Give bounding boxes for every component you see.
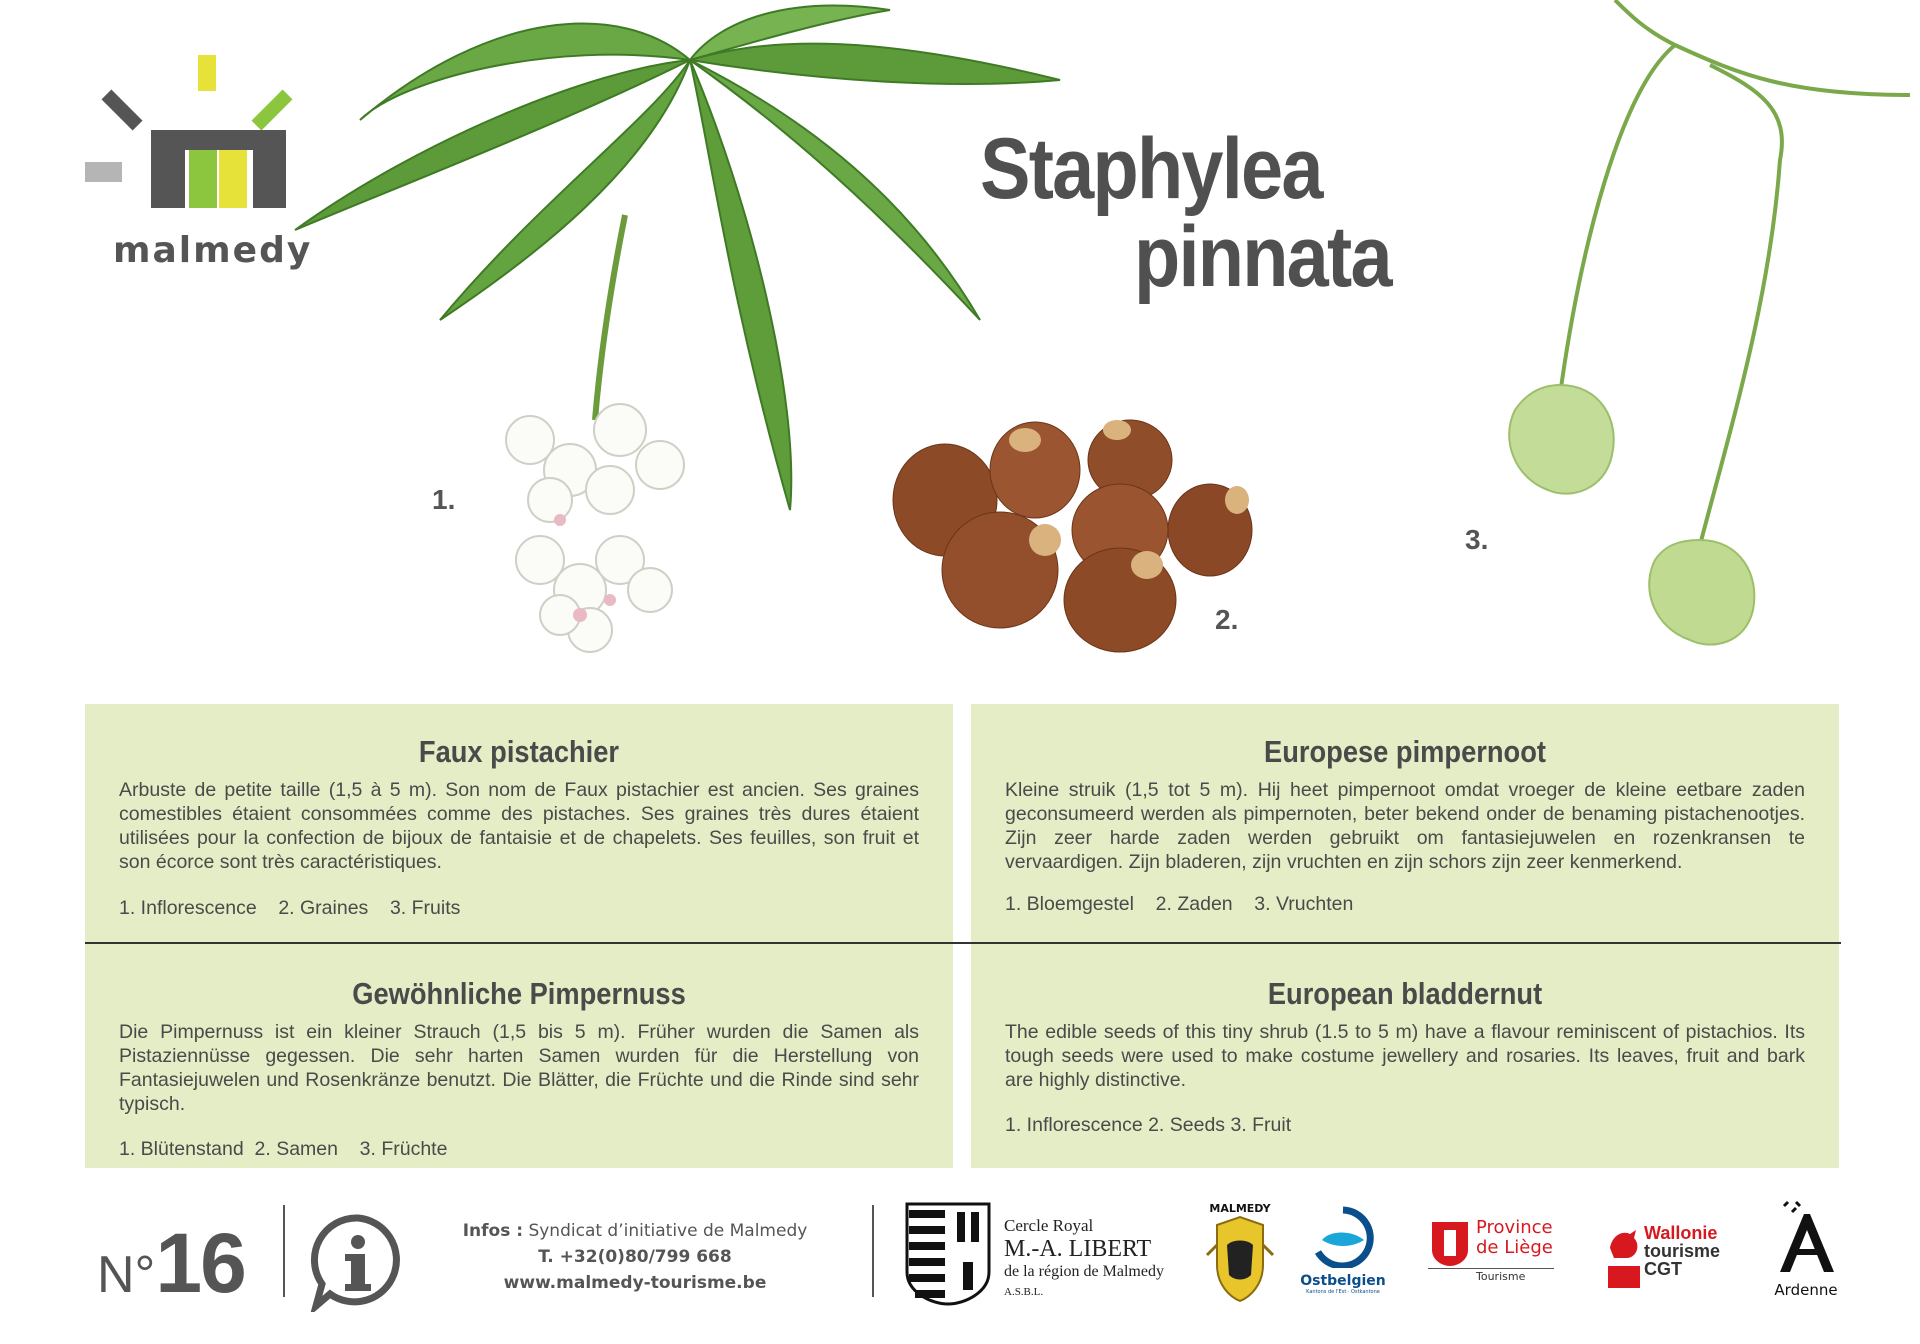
seeds-image	[885, 415, 1265, 655]
panel-body: Arbuste de petite taille (1,5 à 5 m). Son nom de Faux pistachier est ancien. Ses graines comestibles étaient consommées comme des pistaches. Ses graines très dures étaient utilisées pour la confection de bijoux de fantaisie et de chapelets. Ses feuilles, son fruit et son écorce sont très caractéristiques.	[119, 779, 919, 873]
panel-body: Die Pimpernuss ist ein kleiner Strauch (1,5 bis 5 m). Früher wurden die Samen als Pistaziennüsse gegessen. Die sehr harten Samen wurden für die Herstellung von Fantasiejuwelen und Rosenkränze benutzt. Die Blätter, die Früchte und die Rinde sind sehr typisch.	[119, 1021, 919, 1115]
rooster-icon	[1606, 1226, 1642, 1290]
panel-heading: European bladdernut	[1267, 976, 1543, 1011]
ostbelgien-logo	[1298, 1206, 1388, 1295]
panel-dutch	[971, 704, 1839, 942]
logo-wordmark: malmedy	[113, 230, 313, 271]
province-line-2: de Liège	[1476, 1237, 1553, 1258]
infos-phone: T. +32(0)80/799 668	[538, 1247, 732, 1267]
panel-body: The edible seeds of this tiny shrub (1.5 to 5 m) have a flavour reminiscent of pistachios. Its tough seeds were used to make costume jewellery and rosaries. Its leaves, fruit and bark are highly distinctive.	[1005, 1021, 1805, 1091]
malmedy-crest	[1200, 1202, 1280, 1308]
number-prefix: N°	[97, 1246, 156, 1304]
crest-label: MALMEDY	[1209, 1202, 1271, 1215]
province-text	[1476, 1218, 1553, 1258]
number-value: 16	[155, 1216, 245, 1310]
panel-french	[85, 704, 953, 942]
malmedy-logo	[85, 50, 313, 271]
panel-body: Kleine struik (1,5 tot 5 m). Hij heet pimpernoot omdat vroeger de kleine eetbare zaden geconsumeerd werden als pimpernoten, beter bekend onder de benaming pistachenootjes. Zijn zeer harde zaden werden gebruikt om fantasiejuwelen en rozenkransen te vervaardigen. Zijn bladeren, zijn vruchten en zijn schors zijn zeer kenmerkend.	[1005, 779, 1805, 873]
infos-org: Syndicat d’initiative de Malmedy	[528, 1221, 808, 1241]
panel-legend: 1. Inflorescence 2. Seeds 3. Fruit	[1005, 1114, 1292, 1136]
libert-line-2: M.-A. LIBERT	[1004, 1236, 1152, 1262]
panel-heading: Faux pistachier	[418, 734, 620, 769]
wallonie-line-3: CGT	[1644, 1259, 1682, 1279]
ostbelgien-label: Ostbelgien	[1300, 1273, 1386, 1289]
malmedy-crest-icon	[1205, 1215, 1275, 1303]
wallonie-line-2: tourisme	[1644, 1241, 1721, 1261]
title-line-1: Staphylea	[980, 121, 1322, 217]
photo-label-3: 3.	[1465, 524, 1489, 555]
ostbelgien-icon	[1308, 1206, 1378, 1268]
title-line-2: pinnata	[1134, 209, 1391, 305]
panel-legend: 1. Bloemgestel 2. Zaden 3. Vruchten	[1005, 893, 1354, 915]
malmedy-logo-mark	[85, 50, 305, 230]
panel-legend: 1. Inflorescence 2. Graines 3. Fruits	[119, 897, 461, 919]
info-icon	[308, 1212, 408, 1312]
province-liege-logo	[1428, 1218, 1554, 1286]
panel-heading: Europese pimpernoot	[1264, 734, 1546, 769]
bladder-fruit-image	[1440, 0, 1920, 660]
wallonie-tourisme-logo	[1606, 1224, 1736, 1290]
province-liege-icon	[1430, 1220, 1470, 1268]
ardenne-icon	[1774, 1196, 1838, 1276]
footer-separator	[872, 1205, 874, 1297]
province-rule	[1428, 1268, 1554, 1269]
ostbelgien-sublabel: Kantons de l'Est · Ostkantone	[1306, 1289, 1380, 1295]
infos-block	[450, 1218, 820, 1296]
photo-label-2: 2.	[1215, 604, 1239, 635]
panel-english	[971, 944, 1839, 1168]
sign-number	[97, 1215, 245, 1312]
infos-website[interactable]: www.malmedy-tourisme.be	[503, 1273, 767, 1293]
province-line-3: Tourisme	[1476, 1270, 1526, 1283]
libert-line-4: A.S.B.L.	[1004, 1286, 1044, 1298]
panel-heading: Gewöhnliche Pimpernuss	[352, 976, 686, 1011]
infos-label: Infos :	[462, 1221, 524, 1241]
ardenne-label: Ardenne	[1774, 1281, 1838, 1299]
libert-line-3: de la région de Malmedy	[1004, 1263, 1164, 1280]
libert-line-1: Cercle Royal	[1004, 1216, 1094, 1235]
wallonie-text	[1644, 1224, 1720, 1278]
footer-separator	[283, 1205, 285, 1297]
panel-legend: 1. Blütenstand 2. Samen 3. Früchte	[119, 1138, 448, 1160]
wallonie-line-1: Wallonie	[1644, 1223, 1718, 1243]
libert-text	[1004, 1216, 1164, 1302]
panel-german	[85, 944, 953, 1168]
libert-coat-of-arms-icon	[905, 1202, 991, 1306]
photo-label-1: 1.	[432, 484, 456, 515]
ardenne-logo	[1766, 1196, 1846, 1299]
province-line-1: Province	[1476, 1217, 1553, 1238]
